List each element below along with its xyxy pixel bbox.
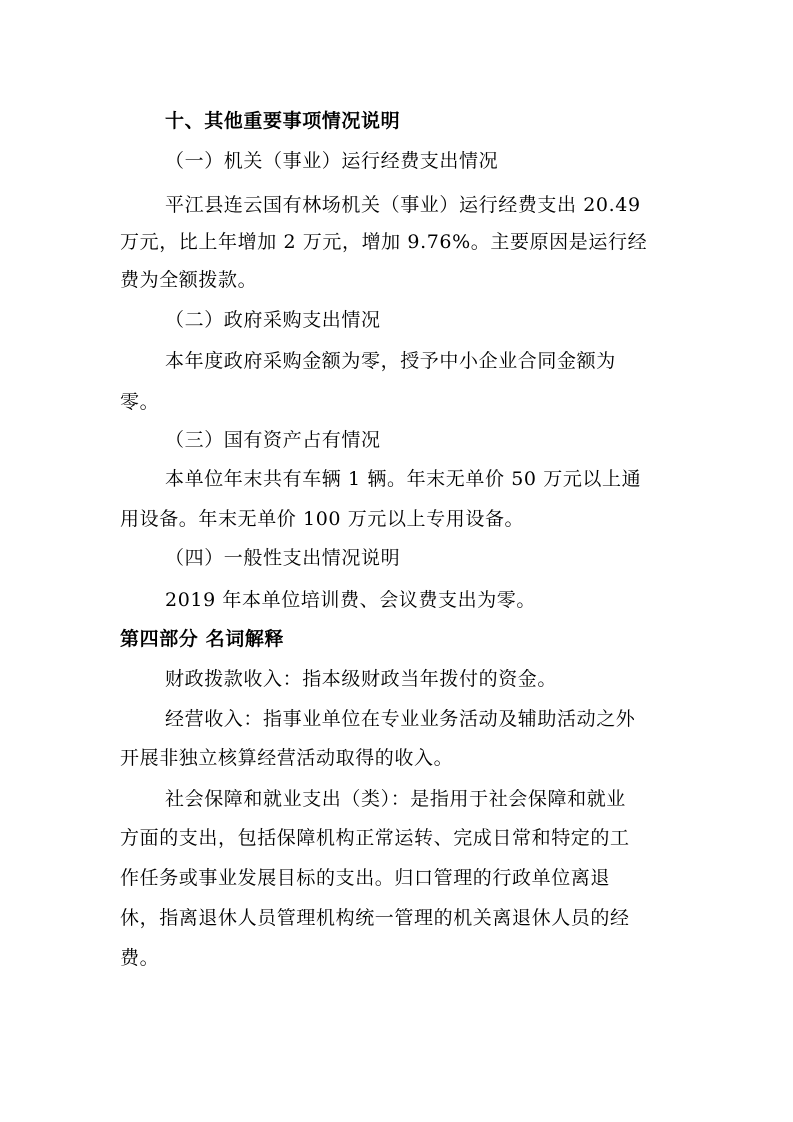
paragraph-line: 方面的支出，包括保障机构正常运转、完成日常和特定的工	[120, 827, 630, 849]
paragraph-line: 经营收入：指事业单位在专业业务活动及辅助活动之外	[165, 708, 636, 730]
section-heading: 十、其他重要事项情况说明	[165, 110, 401, 132]
paragraph-line: 财政拨款收入：指本级财政当年拨付的资金。	[165, 668, 558, 690]
paragraph-line: 休，指离退休人员管理机构统一管理的机关离退休人员的经	[120, 907, 630, 929]
paragraph-line: 开展非独立核算经营活动取得的收入。	[120, 747, 454, 769]
subsection-title: （四）一般性支出情况说明	[165, 547, 401, 569]
paragraph-line: 费为全额拨款。	[120, 269, 258, 291]
paragraph-line: 社会保障和就业支出（类）：是指用于社会保障和就业	[165, 788, 626, 810]
paragraph-line: 平江县连云国有林场机关（事业）运行经费支出 20.49	[165, 194, 641, 216]
paragraph-line: 本年度政府采购金额为零，授予中小企业合同金额为	[165, 350, 616, 372]
paragraph-line: 本单位年末共有车辆 1 辆。年末无单价 50 万元以上通	[165, 468, 642, 490]
subsection-title: （三）国有资产占有情况	[165, 429, 381, 451]
subsection-title: （一）机关（事业）运行经费支出情况	[165, 150, 499, 172]
part-heading: 第四部分 名词解释	[120, 628, 285, 650]
subsection-title: （二）政府采购支出情况	[165, 309, 381, 331]
paragraph-line: 费。	[120, 947, 160, 969]
paragraph-line: 2019 年本单位培训费、会议费支出为零。	[165, 589, 536, 611]
paragraph-line: 零。	[120, 391, 160, 413]
paragraph-line: 用设备。年末无单价 100 万元以上专用设备。	[120, 508, 525, 530]
paragraph-line: 作任务或事业发展目标的支出。归口管理的行政单位离退	[120, 867, 611, 889]
paragraph-line: 万元，比上年增加 2 万元，增加 9.76%。主要原因是运行经	[120, 231, 648, 253]
